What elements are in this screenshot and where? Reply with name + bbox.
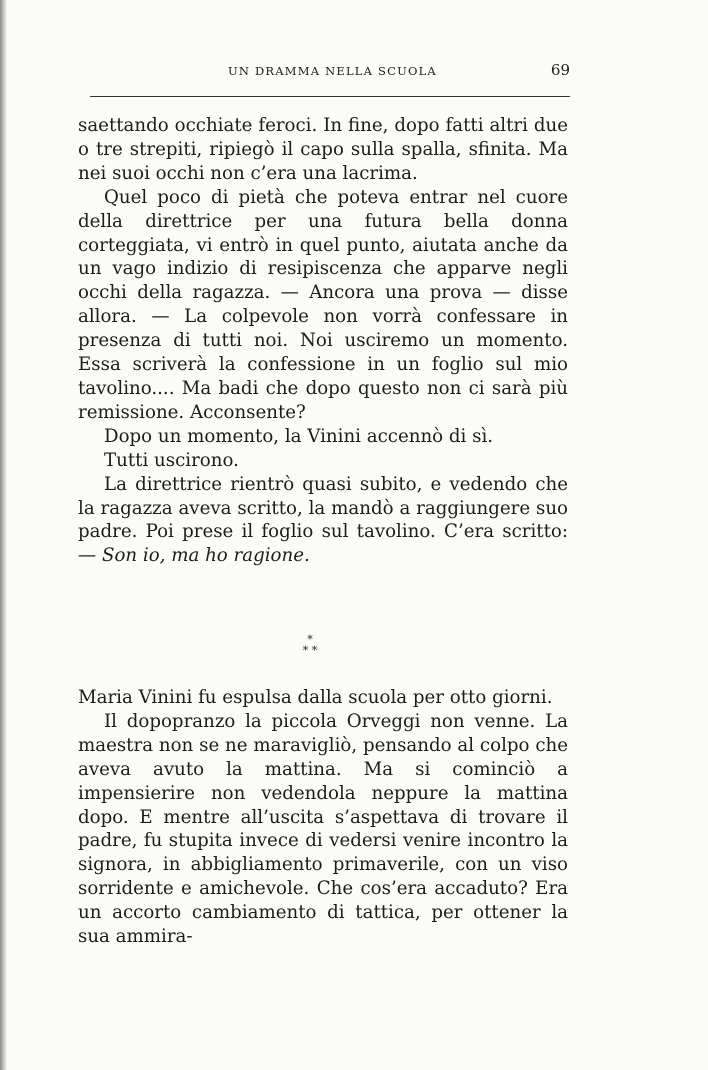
header-rule bbox=[90, 96, 570, 97]
paragraph-text: La direttrice rientrò quasi subito, e vedendo che la ragazza aveva scritto, la mandò a raggiungere suo padre. Poi prese il foglio sul tavolino. C’era scritto: — bbox=[78, 473, 568, 567]
running-title: UN DRAMMA NELLA SCUOLA bbox=[228, 64, 437, 78]
paragraph: Tutti uscirono. bbox=[104, 449, 239, 471]
paragraph: saettando occhiate feroci. In fine, dopo fatti altri due o tre strepiti, ripiegò il capo sulla spalla, sfinita. Ma nei suoi occhi non c’era una lacrima. bbox=[78, 115, 568, 184]
paragraph: Dopo un momento, la Vinini accennò di sì. bbox=[104, 425, 494, 447]
text-block-2 bbox=[78, 686, 568, 949]
paragraph: Maria Vinini fu espulsa dalla scuola per otto giorni. bbox=[78, 687, 553, 708]
section-separator bbox=[290, 634, 330, 670]
paragraph: Quel poco di pietà che poteva entrar nel cuore della direttrice per una futura bella donna corteggiata, vi entrò in quel punto, aiutata anche da un vago indizio di resipiscenza che apparve negli occhi della ragazza. — Ancora una prova — disse allora. — La colpevole non vorrà confessare in presenza di tutti noi. Noi usciremo un momento. Essa scriverà la confessione in un foglio sul mio tavolino.... Ma badi che dopo questo non ci sarà più remissione. Acconsente? bbox=[78, 186, 568, 423]
page-number: 69 bbox=[550, 61, 570, 79]
paragraph-with-quote bbox=[78, 473, 568, 569]
paragraph: Il dopopranzo la piccola Orveggi non venne. La maestra non se ne maravigliò, pensando al colpo che aveva avuto la mattina. Ma si cominciò a impensierire non vedendola neppure la mattina dopo. E mentre all’uscita s’aspettava di trovare il padre, fu stupita invece di vedersi venire incontro la signora, in abbigliamento primaverile, con un viso sorridente e amichevole. Che cos’era accaduto? Era un accorto cambiamento di tattica, per ottener la sua ammira- bbox=[78, 710, 568, 948]
page-binding-edge bbox=[0, 0, 7, 1070]
asterism-bottom: * * bbox=[302, 644, 318, 657]
quoted-confession: Son io, ma ho ragione. bbox=[101, 545, 310, 567]
asterism-top: * bbox=[307, 633, 313, 646]
text-block-1 bbox=[78, 114, 568, 568]
page-header bbox=[90, 62, 570, 84]
